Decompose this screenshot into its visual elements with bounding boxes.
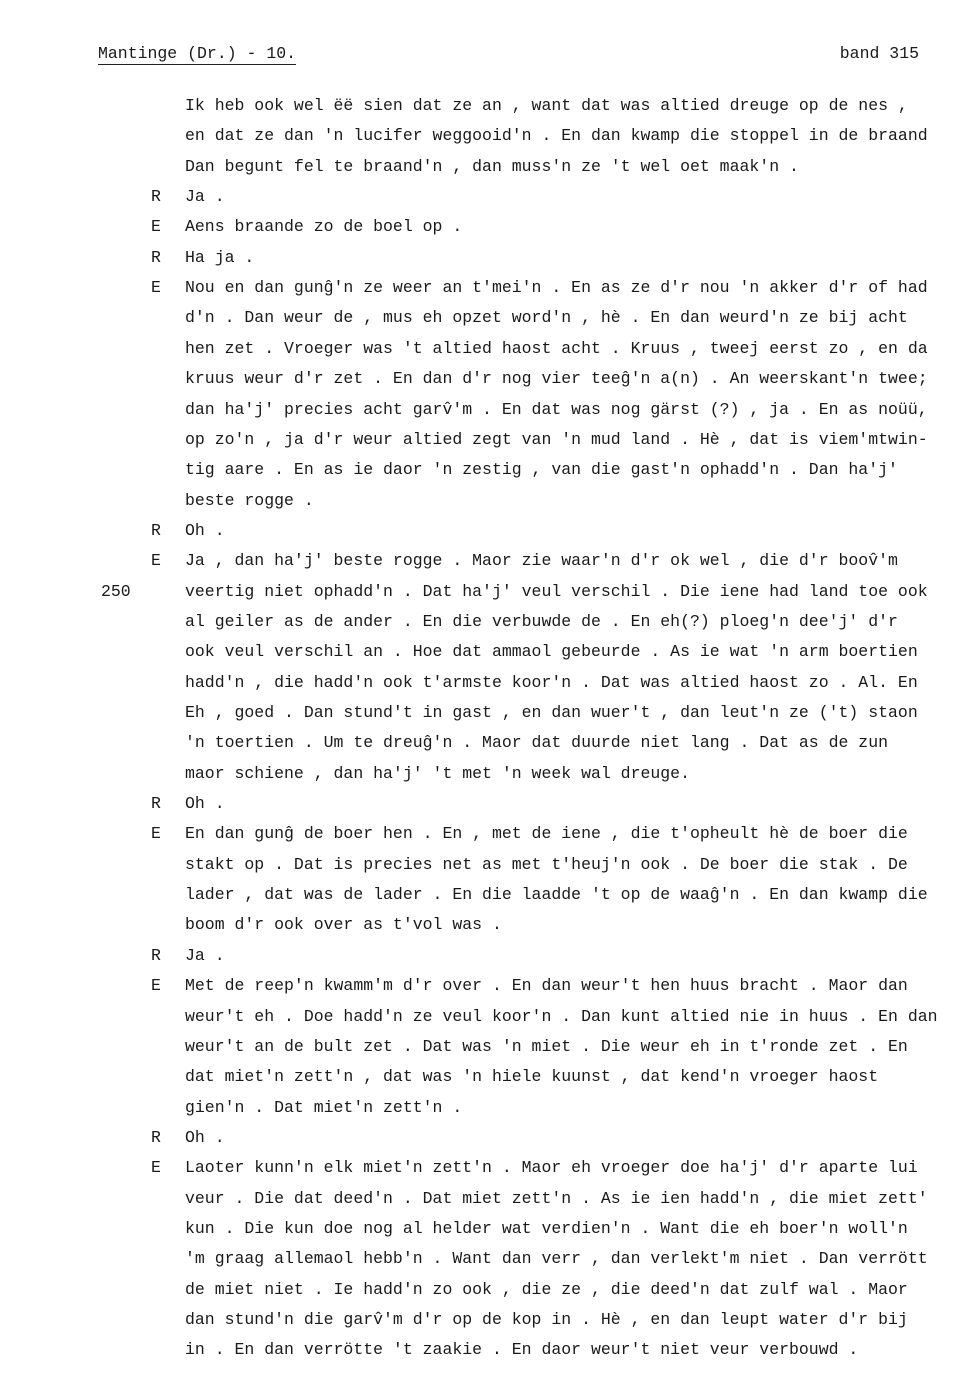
transcript-line: lader , dat was de lader . En die laadde 't op de waaĝ'n . En dan kwamp die bbox=[185, 885, 928, 905]
transcript-line: boom d'r ook over as t'vol was . bbox=[185, 915, 502, 935]
transcript-line: d'n . Dan weur de , mus eh opzet word'n , hè . En dan weurd'n ze bij acht bbox=[185, 308, 908, 328]
transcript-line: de miet niet . Ie hadd'n zo ook , die ze , die deed'n dat zulf wal . Maor bbox=[185, 1279, 908, 1299]
transcript-line: hadd'n , die hadd'n ook t'armste koor'n . Dat was altied haost zo . Al. En bbox=[185, 672, 918, 692]
transcript-line: Nou en dan gunĝ'n ze weer an t'mei'n . En as ze d'r nou 'n akker d'r of had bbox=[185, 278, 928, 298]
speaker-label: R bbox=[151, 187, 161, 207]
transcript-line: Oh . bbox=[185, 1127, 225, 1147]
transcript-line: Ja . bbox=[185, 945, 225, 965]
transcript-line: 'm graag allemaol hebb'n . Want dan verr , dan verlekt'm niet . Dan verrött bbox=[185, 1249, 928, 1269]
transcript-line: veur . Die dat deed'n . Dat miet zett'n . As ie ien hadd'n , die miet zett' bbox=[185, 1188, 928, 1208]
transcript-line: Aens braande zo de boel op . bbox=[185, 217, 463, 237]
page-header bbox=[98, 44, 919, 70]
speaker-label: E bbox=[151, 1158, 161, 1178]
transcript-line: en dat ze dan 'n lucifer weggooid'n . En dan kwamp die stoppel in de braand bbox=[185, 126, 928, 146]
transcript-line: hen zet . Vroeger was 't altied haost acht . Kruus , tweej eerst zo , en da bbox=[185, 338, 928, 358]
transcript-line: Ik heb ook wel ëë sien dat ze an , want dat was altied dreuge op de nes , bbox=[185, 96, 908, 115]
speaker-label: R bbox=[151, 520, 161, 540]
transcript-line: weur't eh . Doe hadd'n ze veul koor'n . Dan kunt altied nie in huus . En dan bbox=[185, 1006, 938, 1026]
transcript-line: kruus weur d'r zet . En dan d'r nog vier teeĝ'n a(n) . An weerskant'n twee; bbox=[185, 369, 928, 389]
transcript-line: Ha ja . bbox=[185, 247, 255, 267]
transcript-line: gien'n . Dat miet'n zett'n . bbox=[185, 1097, 463, 1117]
transcript-line: Oh . bbox=[185, 794, 225, 814]
transcript-line: weur't an de bult zet . Dat was 'n miet . Die weur eh in t'ronde zet . En bbox=[185, 1036, 908, 1056]
speaker-label: E bbox=[151, 551, 161, 571]
margin-counter: 250 bbox=[101, 581, 131, 601]
transcript-line: Eh , goed . Dan stund't in gast , en dan wuer't , dan leut'n ze ('t) staon bbox=[185, 703, 918, 722]
transcript-line: Ja , dan ha'j' beste rogge . Maor zie waar'n d'r ok wel , die d'r boov̂'m bbox=[185, 551, 898, 571]
speaker-label: E bbox=[151, 278, 161, 298]
transcript-line: beste rogge . bbox=[185, 490, 314, 510]
transcript-line: kun . Die kun doe nog al helder wat verdien'n . Want die eh boer'n woll'n bbox=[185, 1218, 908, 1238]
transcript-line: Ja . bbox=[185, 187, 225, 207]
tape-reference: band 315 bbox=[839, 44, 919, 63]
transcript-line: maor schiene , dan ha'j' 't met 'n week wal dreuge. bbox=[185, 763, 690, 783]
transcript-line: tig aare . En as ie daor 'n zestig , van die gast'n ophadd'n . Dan ha'j' bbox=[185, 460, 898, 480]
transcript-line: dan stund'n die garv̂'m d'r op de kop in . Hè , en dan leupt water d'r bij bbox=[185, 1310, 908, 1329]
transcript-line: ook veul verschil an . Hoe dat ammaol gebeurde . As ie wat 'n arm boertien bbox=[185, 642, 918, 662]
transcript-line: En dan gunĝ de boer hen . En , met de iene , die t'opheult hè de boer die bbox=[185, 824, 908, 844]
speaker-label: E bbox=[151, 976, 161, 996]
transcript-line: stakt op . Dat is precies net as met t'heuj'n ook . De boer die stak . De bbox=[185, 854, 908, 874]
transcript-line: veertig niet ophadd'n . Dat ha'j' veul verschil . Die iene had land toe ook bbox=[185, 581, 928, 601]
transcript-line: Dan begunt fel te braand'n , dan muss'n ze 't wel oet maak'n . bbox=[185, 156, 799, 176]
speaker-label: E bbox=[151, 824, 161, 844]
transcript-line: 'n toertien . Um te dreuĝ'n . Maor dat duurde niet lang . Dat as de zun bbox=[185, 733, 889, 753]
speaker-label: R bbox=[151, 794, 161, 814]
speaker-label: R bbox=[151, 247, 161, 267]
speaker-label: R bbox=[151, 1127, 161, 1147]
transcript-line: in . En dan verrötte 't zaakie . En daor weur't niet veur verbouwd . bbox=[185, 1340, 859, 1360]
document-title: Mantinge (Dr.) - 10. bbox=[98, 44, 297, 63]
transcript-line: op zo'n , ja d'r weur altied zegt van 'n mud land . Hè , dat is viem'mtwin- bbox=[185, 429, 928, 449]
transcript-line: Laoter kunn'n elk miet'n zett'n . Maor eh vroeger doe ha'j' d'r aparte lui bbox=[185, 1158, 918, 1178]
transcript-line: dat miet'n zett'n , dat was 'n hiele kuunst , dat kend'n vroeger haost bbox=[185, 1067, 879, 1087]
transcript-line: Oh . bbox=[185, 520, 225, 540]
speaker-label: E bbox=[151, 217, 161, 237]
speaker-label: R bbox=[151, 945, 161, 965]
transcript-line: dan ha'j' precies acht garv̂'m . En dat was nog gärst (?) , ja . En as noüü, bbox=[185, 399, 928, 419]
transcript-line: al geiler as de ander . En die verbuwde de . En eh(?) ploeg'n dee'j' d'r bbox=[185, 611, 898, 631]
transcript-line: Met de reep'n kwamm'm d'r over . En dan weur't hen huus bracht . Maor dan bbox=[185, 976, 908, 996]
